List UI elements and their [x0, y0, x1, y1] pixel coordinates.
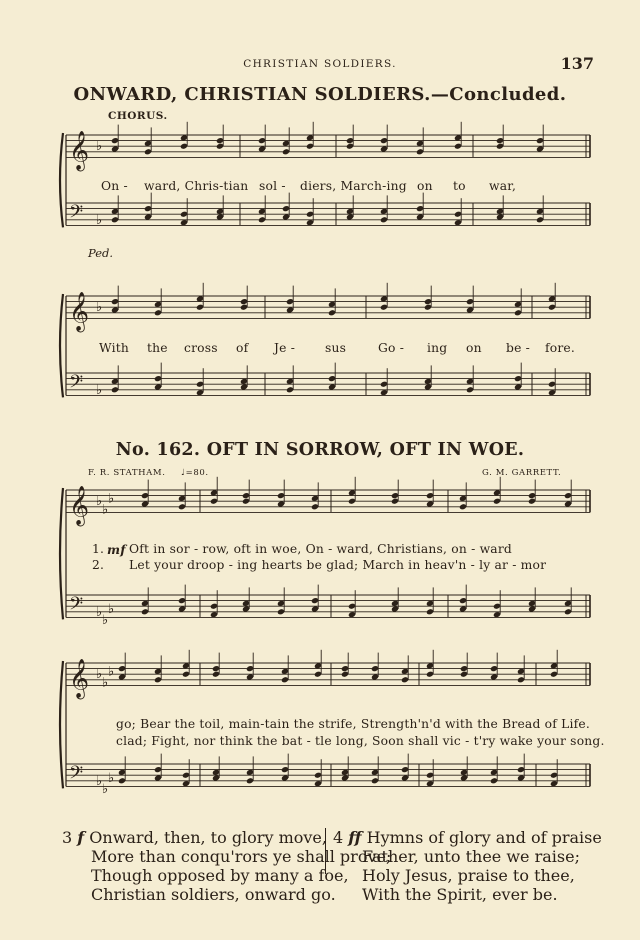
- flat-icon: ♭: [102, 502, 109, 518]
- treble-clef-icon: 𝄞: [69, 485, 90, 526]
- lyric-syllable: sol -: [259, 179, 286, 193]
- flat-icon: ♭: [108, 491, 115, 507]
- stanza-number: 3: [62, 828, 73, 847]
- system-brace: [60, 661, 63, 788]
- flat-icon: ♭: [96, 300, 103, 316]
- lyric-syllable: cross: [184, 341, 218, 355]
- flat-icon: ♭: [102, 675, 109, 691]
- lyric-syllable: on: [466, 341, 482, 355]
- bass-clef-icon: 𝄢: [69, 593, 84, 619]
- lyric-syllable: Go -: [378, 341, 405, 355]
- composer-credit: G. M. GARRETT.: [482, 468, 562, 478]
- lyric-syllable: of: [236, 341, 249, 355]
- lyric-syllable: fore.: [545, 341, 576, 355]
- hymn-title-onward: ONWARD, CHRISTIAN SOLDIERS.—Concluded.: [73, 84, 567, 105]
- lyric-syllable: to: [453, 179, 466, 193]
- treble-clef-icon: 𝄞: [69, 658, 90, 699]
- lyric-syllable: With: [99, 341, 130, 355]
- system-brace: [60, 488, 63, 619]
- flat-icon: ♭: [108, 664, 115, 680]
- stanza-line: Hymns of glory and of praise: [366, 828, 602, 847]
- treble-clef-icon: 𝄞: [69, 291, 90, 332]
- verse2-number: 2.: [92, 558, 105, 572]
- stanza-4: [333, 828, 602, 904]
- verse1-number: 1.: [92, 542, 105, 556]
- flat-icon: ♭: [108, 602, 115, 617]
- tempo-mark: ♩=80.: [181, 468, 209, 478]
- lyric-syllable: war,: [489, 179, 517, 193]
- lyric-syllable: diers, March-ing: [300, 179, 407, 193]
- stanza-number: 4: [333, 828, 344, 847]
- treble-clef-icon: 𝄞: [69, 130, 90, 171]
- system-brace: [60, 294, 63, 397]
- bass-clef-icon: 𝄢: [69, 371, 84, 397]
- stanza-line: More than conqu'rors ye shall prove;: [91, 847, 392, 866]
- stanza-line: Though opposed by many a foe,: [91, 866, 349, 885]
- stanza-line: Onward, then, to glory move,: [89, 828, 327, 847]
- flat-icon: ♭: [96, 667, 103, 683]
- lyric-syllable: sus: [325, 341, 347, 355]
- lyric-syllable: ward, Chris-tian: [144, 179, 249, 193]
- page-number: 137: [560, 54, 594, 73]
- hymn-title-oft-in-sorrow: No. 162. OFT IN SORROW, OFT IN WOE.: [115, 440, 525, 460]
- flat-icon: ♭: [96, 773, 103, 789]
- verse1-lyric-line: Oft in sor - row, oft in woe, On - ward, Christians, on - ward: [129, 542, 512, 556]
- flat-icon: ♭: [102, 613, 109, 629]
- lyric-syllable: be -: [506, 341, 531, 355]
- stanza-line: Christian soldiers, onward go.: [91, 885, 336, 904]
- lyric-syllable: on: [417, 179, 433, 193]
- flat-icon: ♭: [96, 604, 103, 620]
- verse1-lyric-line: go; Bear the toil, main-tain the strife, Strength'n'd with the Bread of Life.: [116, 717, 590, 731]
- stanza-line: With the Spirit, ever be.: [362, 885, 558, 904]
- flat-icon: ♭: [96, 494, 103, 510]
- dynamic-mark: f: [77, 828, 85, 847]
- stanza-line: Father, unto thee we raise;: [362, 847, 580, 866]
- flat-icon: ♭: [102, 782, 109, 798]
- flat-icon: ♭: [96, 139, 103, 155]
- flat-icon: ♭: [96, 382, 103, 398]
- lyric-syllable: On -: [101, 179, 128, 193]
- running-head: CHRISTIAN SOLDIERS.: [243, 58, 397, 70]
- chorus-label: CHORUS.: [108, 110, 168, 122]
- stanza-line: Holy Jesus, praise to thee,: [362, 866, 575, 885]
- flat-icon: ♭: [96, 212, 103, 228]
- bass-clef-icon: 𝄢: [69, 762, 84, 788]
- dynamic-mark: ff: [348, 828, 362, 847]
- verse2-lyric-line: clad; Fight, nor think the bat - tle long, Soon shall vic - t'ry wake your song.: [116, 734, 605, 748]
- dynamic-mark: mf: [107, 542, 126, 557]
- system-brace: [60, 133, 63, 227]
- bass-clef-icon: 𝄢: [69, 201, 84, 227]
- lyric-syllable: ing: [427, 341, 448, 355]
- lyric-syllable: the: [147, 341, 168, 355]
- pedal-mark: Ped.: [88, 246, 114, 260]
- verse2-lyric-line: Let your droop - ing hearts be glad; March in heav'n - ly ar - mor: [129, 558, 547, 572]
- flat-icon: ♭: [108, 771, 115, 786]
- lyric-syllable: Je -: [274, 341, 296, 355]
- author-credit: F. R. STATHAM.: [88, 468, 166, 478]
